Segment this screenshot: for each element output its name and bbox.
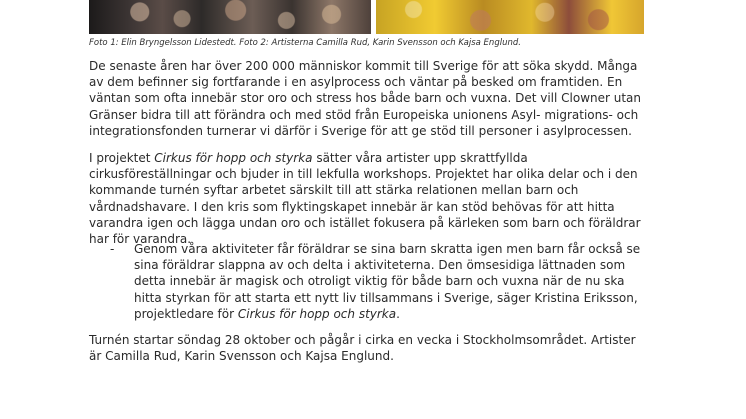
bullet-dash: - bbox=[110, 242, 115, 256]
paragraph-project-after: sätter våra artister upp skrattfyllda cirkusföreställningar och bjuder in till lekfulla workshops. Projektet har olika delar och i den kommande turnén syftar arbetet särskilt till att stärka relationen mellan barn och vårdnadshavare. I den kris som flyktingskapet innebär är kan stöd behövas för att hitta varandra igen och lägga undan oro och istället fokusera på kärleken som barn och föräldrar har för varandra. bbox=[89, 151, 641, 247]
photo-caption: Foto 1: Elin Bryngelsson Lidestedt. Foto 2: Artisterna Camilla Rud, Karin Svensson och Kajsa Englund. bbox=[89, 38, 521, 48]
paragraph-project bbox=[89, 150, 649, 247]
paragraph-project-before: I projektet bbox=[89, 151, 155, 165]
project-name: Cirkus för hopp och styrka bbox=[154, 151, 313, 165]
quote-text bbox=[134, 241, 654, 322]
quote-after: . bbox=[396, 306, 400, 321]
photo-strip bbox=[89, 0, 644, 34]
photo-2 bbox=[376, 0, 644, 34]
paragraph-intro: De senaste åren har över 200 000 människor kommit till Sverige för att söka skydd. Många av dem befinner sig fortfarande i en asylprocess och väntar på besked om framtiden. En väntan som ofta innebär stor oro och stress hos både barn och vuxna. Det vill Clowner utan Gränser bidra till att förändra och med stöd från Europeiska unionens Asyl- migrations- och integrationsfonden turnerar vi därför i Sverige för att ge stöd till personer i asylprocessen. bbox=[89, 59, 642, 138]
quote-before: Genom våra aktiviteter får föräldrar se sina barn skratta igen men barn får också se sina föräldrar slappna av och delta i aktiviteterna. Den ömsesidiga lättnaden som detta innebär är magisk och otroligt viktig för både barn och vuxna när de nu ska hitta styrkan för att starta ett nytt liv tillsammans i Sverige, säger Kristina Eriksson, projektledare för bbox=[134, 242, 641, 321]
photo-1 bbox=[89, 0, 371, 34]
quote-project-name: Cirkus för hopp och styrka bbox=[237, 306, 397, 321]
paragraph-tour: Turnén startar söndag 28 oktober och pågår i cirka en vecka i Stockholmsområdet. Artister är Camilla Rud, Karin Svensson och Kajsa Englund. bbox=[89, 333, 636, 364]
